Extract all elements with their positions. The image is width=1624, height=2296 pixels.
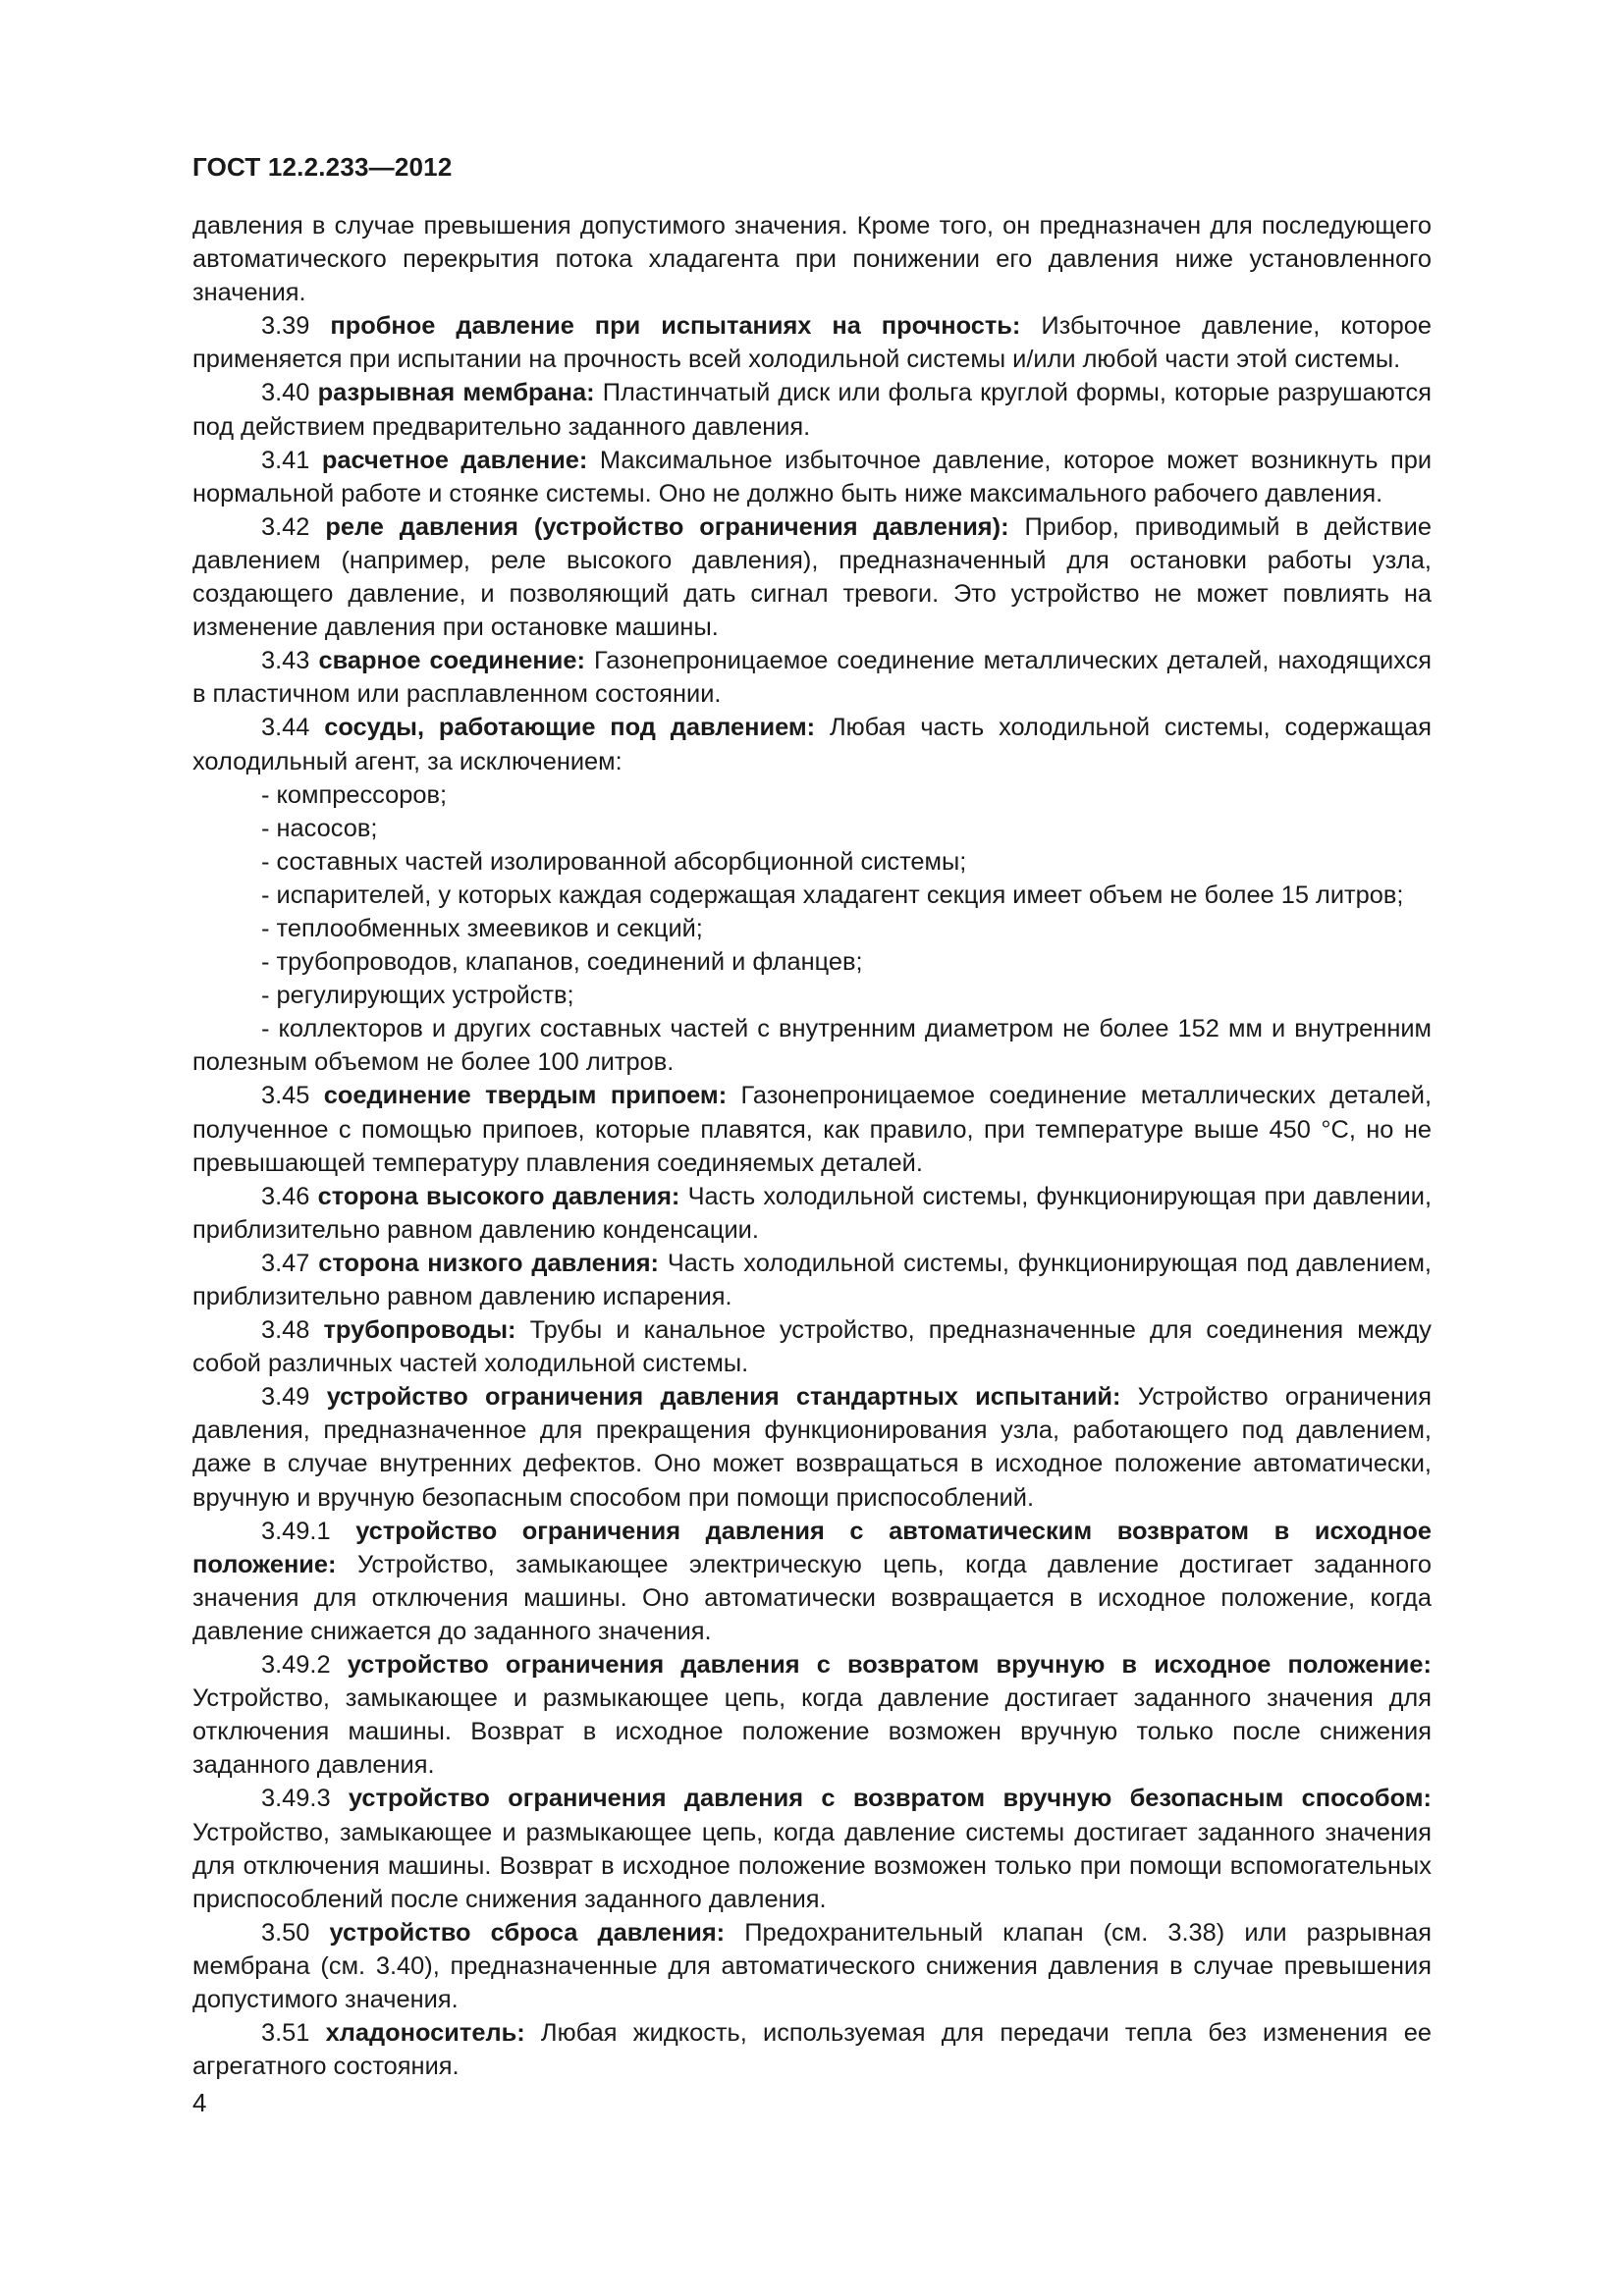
- clause-3-51: [192, 2016, 1432, 2083]
- clause-3-40: [192, 376, 1432, 443]
- clause-3-49: [192, 1380, 1432, 1514]
- clause-text: Трубы и канальное устройство, предназначенные для соединения между собой различных частей холодильной системы.: [192, 1316, 1433, 1378]
- clause-3-49-2: [192, 1648, 1432, 1782]
- clause-text: Газонепроницаемое соединение металлических деталей, полученное с помощью припоев, которые плавятся, как правило, при температуре выше 450 °С, но не превышающей температуру плавления соединяемых деталей.: [192, 1082, 1432, 1177]
- clause-term: устройство ограничения давления стандартных испытаний:: [326, 1383, 1121, 1412]
- clause-3-47: [192, 1247, 1432, 1313]
- clause-3-39: [192, 309, 1432, 376]
- clause-number: 3.46: [261, 1182, 310, 1210]
- clause-number: 3.43: [261, 647, 310, 675]
- clause-term: разрывная мембрана:: [317, 379, 595, 407]
- clause-number: 3.49.1: [261, 1517, 331, 1545]
- clause-3-46: [192, 1180, 1432, 1247]
- clause-number: 3.49: [261, 1383, 310, 1412]
- clause-term: сосуды, работающие под давлением:: [324, 714, 816, 742]
- list-item: - составных частей изолированной абсорбционной системы;: [261, 847, 967, 876]
- clause-text: Часть холодильной системы, функционирующая при давлении, приблизительно равном давлению конденсации.: [192, 1182, 1432, 1244]
- clause-term: хладоноситель:: [325, 2019, 525, 2048]
- clause-text: Устройство, замыкающее и размыкающее цепь, когда давление системы достигает заданного значения для отключения машины. Возврат в исходное положение возможен только при помощи вспомогательных приспособлений после снижения заданного давления.: [192, 1818, 1432, 1913]
- clause-text: Максимальное избыточное давление, которое может возникнуть при нормальной работе и стоянке системы. Оно не должно быть ниже максимального рабочего давления.: [192, 446, 1433, 507]
- document-header: ГОСТ 12.2.233—2012: [192, 152, 453, 182]
- intro-paragraph: давления в случае превышения допустимого значения. Кроме того, он предназначен для последующего автоматического перекрытия потока хладагента при понижении его давления ниже установленного значения.: [192, 212, 1432, 307]
- clause-term: устройство ограничения давления с автоматическим возвратом в исходное положение:: [192, 1517, 1432, 1578]
- clause-text: Любая часть холодильной системы, содержащая холодильный агент, за исключением:: [192, 714, 1432, 775]
- clause-3-42: [192, 510, 1432, 644]
- clause-3-44: [192, 711, 1432, 777]
- clause-number: 3.45: [261, 1082, 310, 1110]
- clause-number: 3.49.2: [261, 1651, 331, 1680]
- exclusion-list: [192, 778, 1432, 1080]
- clause-term: расчетное давление:: [321, 446, 588, 474]
- clause-term: соединение твердым припоем:: [323, 1082, 728, 1110]
- clause-number: 3.44: [261, 714, 310, 742]
- clause-term: реле давления (устройство ограничения давления):: [325, 512, 1009, 541]
- list-item: - насосов;: [261, 814, 378, 842]
- clause-number: 3.42: [261, 512, 310, 541]
- clause-text: Устройство ограничения давления, предназначенное для прекращения функционирования узла, работающего под давлением, даже в случае внутренних дефектов. Оно может возвращаться в исходное положение автоматически, вручную и вручную безопасным способом при помощи приспособлений.: [192, 1383, 1432, 1512]
- clause-3-45: [192, 1079, 1432, 1179]
- clause-term: устройство ограничения давления с возвратом вручную безопасным способом:: [348, 1785, 1432, 1813]
- clause-text: Газонепроницаемое соединение металлических деталей, находящихся в пластичном или расплавленном состоянии.: [192, 647, 1432, 709]
- clause-3-50: [192, 1916, 1432, 2016]
- clause-text: Прибор, приводимый в действие давлением (например, реле высокого давления), предназначенный для остановки работы узла, создающего давление, и позволяющий дать сигнал тревоги. Это устройство не может повлиять на изменение давления при остановке машины.: [192, 512, 1432, 642]
- clause-term: пробное давление при испытаниях на прочность:: [330, 312, 1021, 341]
- clause-number: 3.49.3: [261, 1785, 331, 1813]
- clause-3-43: [192, 644, 1432, 711]
- list-item: - компрессоров;: [261, 780, 448, 809]
- clause-text: Избыточное давление, которое применяется при испытании на прочность всей холодильной системы и/или любой части этой системы.: [192, 312, 1432, 374]
- clause-number: 3.47: [261, 1249, 310, 1277]
- list-item: - регулирующих устройств;: [261, 982, 574, 1010]
- clause-number: 3.51: [261, 2019, 310, 2048]
- clause-term: устройство сброса давления:: [329, 1918, 726, 1947]
- list-item: - теплообменных змеевиков и секций;: [261, 914, 703, 942]
- clause-term: сторона высокого давления:: [317, 1182, 680, 1210]
- clause-text: Устройство, замыкающее и размыкающее цепь, когда давление достигает заданного значения для отключения машины. Возврат в исходное положение возможен вручную только после снижения заданного давления.: [192, 1684, 1432, 1780]
- clause-number: 3.41: [261, 446, 310, 474]
- list-item: - испарителей, у которых каждая содержащая хладагент секция имеет объем не более 15 литров;: [261, 881, 1404, 909]
- clause-3-41: [192, 444, 1432, 510]
- clause-number: 3.48: [261, 1316, 310, 1345]
- clause-text: Предохранительный клапан (см. 3.38) или разрывная мембрана (см. 3.40), предназначенные для автоматического снижения давления в случае превышения допустимого значения.: [192, 1918, 1432, 2013]
- clause-3-49-3: [192, 1782, 1432, 1915]
- clause-text: Устройство, замыкающее электрическую цепь, когда давление достигает заданного значения для отключения машины. Оно автоматически возвращается в исходное положение, когда давление снижается до заданного значения.: [192, 1550, 1432, 1645]
- list-item: - трубопроводов, клапанов, соединений и фланцев;: [261, 948, 863, 977]
- clause-text: Любая жидкость, используемая для передачи тепла без изменения ее агрегатного состояния.: [192, 2019, 1432, 2081]
- clause-3-49-1: [192, 1515, 1432, 1648]
- list-item: - коллекторов и других составных частей с внутренним диаметром не более 152 мм и внутренним полезным объемом не более 100 литров.: [192, 1015, 1432, 1077]
- clause-term: сторона низкого давления:: [318, 1249, 659, 1277]
- clause-3-48: [192, 1313, 1432, 1380]
- clause-term: сварное соединение:: [318, 647, 585, 675]
- clause-number: 3.39: [261, 312, 310, 341]
- document-body: [192, 209, 1432, 2083]
- clause-text: Часть холодильной системы, функционирующая под давлением, приблизительно равном давлению испарения.: [192, 1249, 1432, 1310]
- clause-number: 3.40: [261, 379, 310, 407]
- clause-text: Пластинчатый диск или фольга круглой формы, которые разрушаются под действием предварительно заданного давления.: [192, 379, 1432, 441]
- clause-term: устройство ограничения давления с возвратом вручную в исходное положение:: [347, 1651, 1432, 1680]
- clause-term: трубопроводы:: [323, 1316, 516, 1345]
- clause-number: 3.50: [261, 1918, 310, 1947]
- page-number: 4: [192, 2088, 207, 2117]
